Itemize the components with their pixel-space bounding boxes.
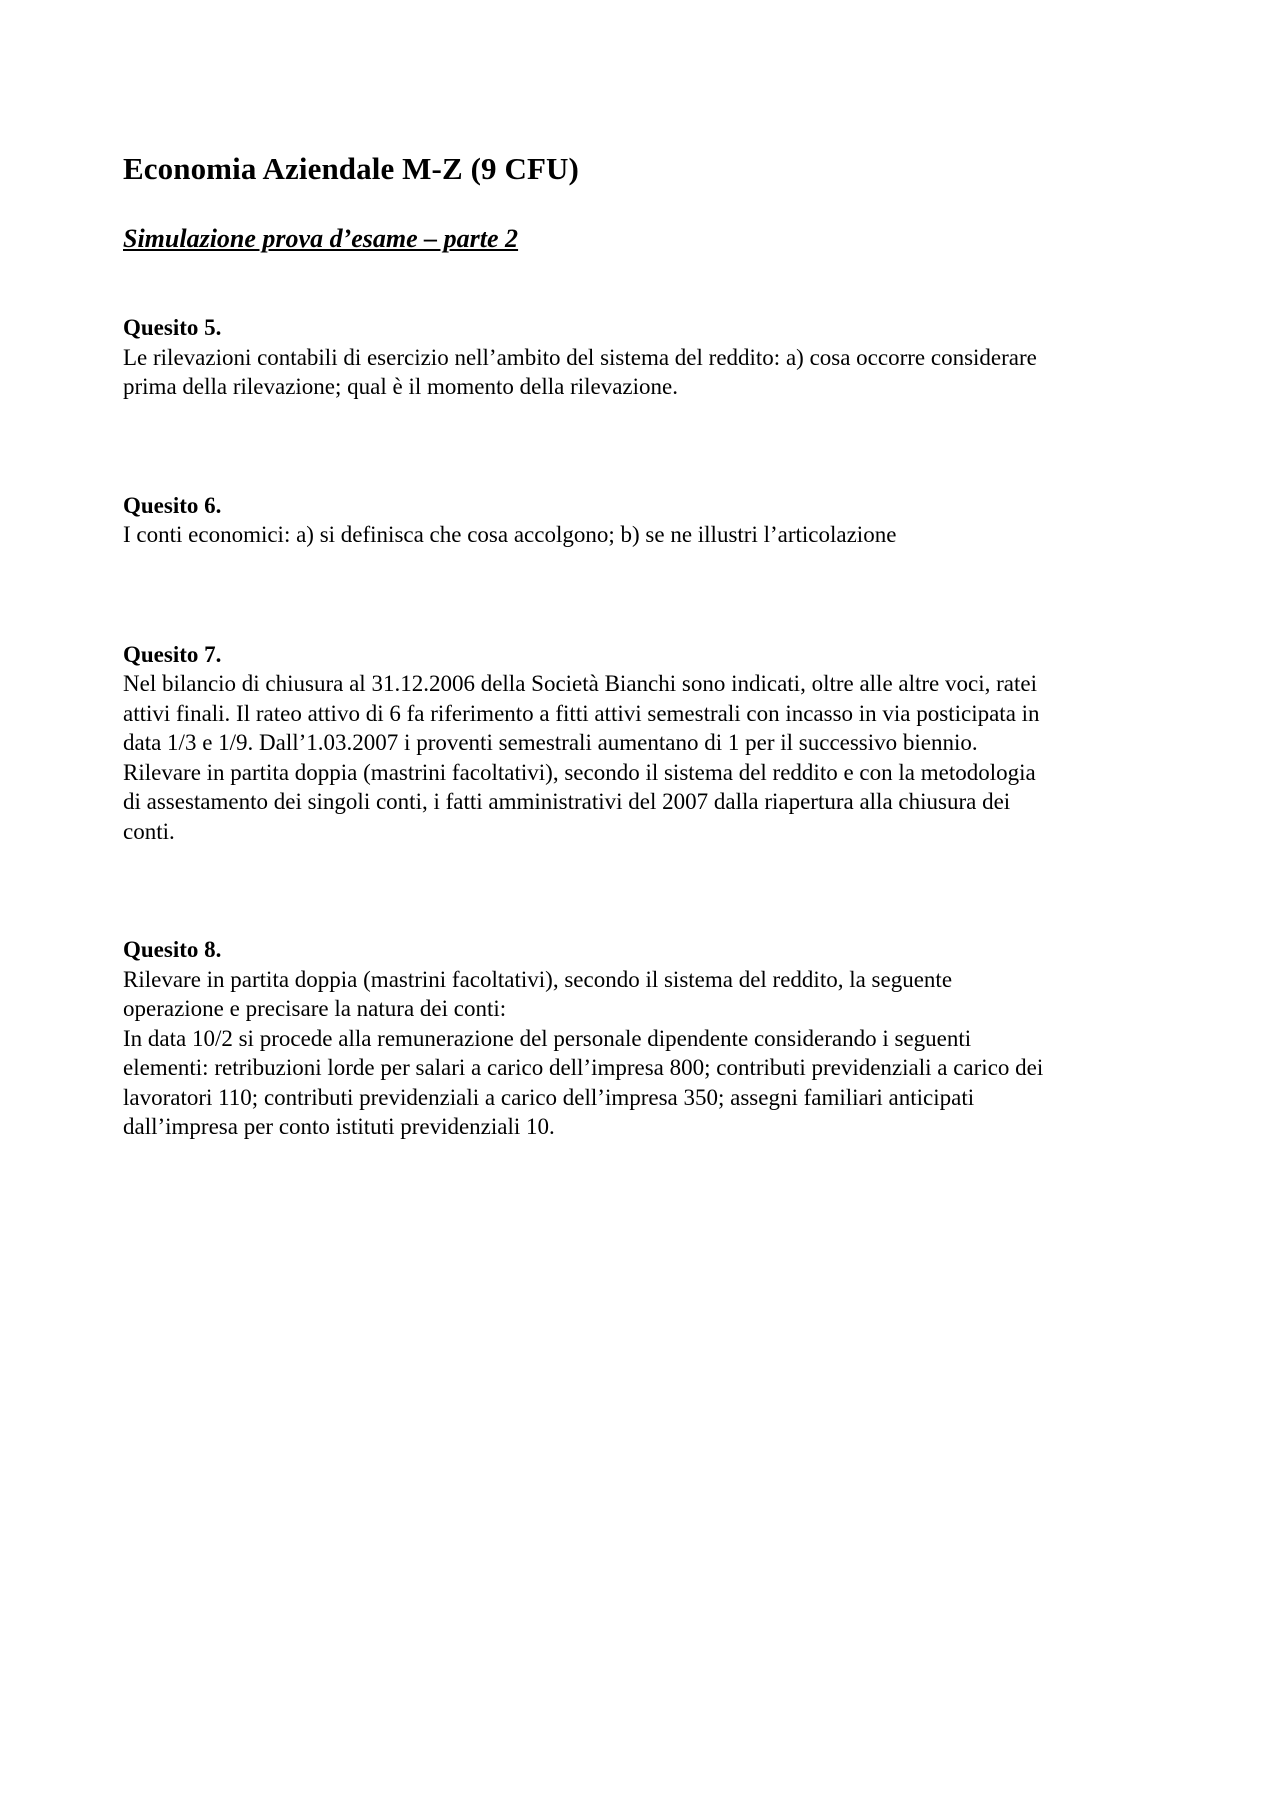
question-text-line: Le rilevazioni contabili di esercizio nell’ambito del sistema del reddito: a) cosa occorre considerare: [123, 344, 1037, 370]
question-text-line: data 1/3 e 1/9. Dall’1.03.2007 i proventi semestrali aumentano di 1 per il successivo biennio.: [123, 730, 978, 756]
question-text: [123, 965, 1183, 1142]
questions-list: [123, 313, 1183, 1142]
question-text-line: di assestamento dei singoli conti, i fatti amministrativi del 2007 dalla riapertura alla chiusura dei: [123, 789, 1011, 815]
question-text-line: conti.: [123, 818, 175, 844]
question-heading: Quesito 5.: [123, 315, 222, 341]
question-heading: Quesito 7.: [123, 641, 222, 667]
question-text-line: attivi finali. Il rateo attivo di 6 fa riferimento a fitti attivi semestrali con incasso in via posticipata in: [123, 700, 1040, 726]
question-heading: Quesito 6.: [123, 492, 222, 518]
question-text: [123, 669, 1183, 846]
question-heading: Quesito 8.: [123, 937, 222, 963]
question-text-line: operazione e precisare la natura dei conti:: [123, 996, 507, 1022]
question-text-line: I conti economici: a) si definisca che cosa accolgono; b) se ne illustri l’articolazione: [123, 522, 897, 548]
question-6: [123, 491, 1183, 550]
question-text-line: Rilevare in partita doppia (mastrini facoltativi), secondo il sistema del reddito, la seguente: [123, 966, 953, 992]
question-text-line: dall’impresa per conto istituti previdenziali 10.: [123, 1114, 555, 1140]
question-5: [123, 313, 1183, 402]
question-text-line: prima della rilevazione; qual è il momento della rilevazione.: [123, 374, 678, 400]
question-7: [123, 640, 1183, 847]
question-text-line: In data 10/2 si procede alla remunerazione del personale dipendente considerando i seguenti: [123, 1025, 972, 1051]
question-text: [123, 520, 1183, 550]
question-text-line: lavoratori 110; contributi previdenziali a carico dell’impresa 350; assegni familiari anticipati: [123, 1084, 975, 1110]
question-text-line: Rilevare in partita doppia (mastrini facoltativi), secondo il sistema del reddito e con la metodologia: [123, 759, 1036, 785]
question-text-line: Nel bilancio di chiusura al 31.12.2006 della Società Bianchi sono indicati, oltre alle altre voci, ratei: [123, 671, 1037, 697]
document-content: [123, 150, 1183, 1142]
document-subtitle: Simulazione prova d’esame – parte 2: [123, 224, 519, 254]
question-8: [123, 935, 1183, 1142]
question-text: [123, 343, 1183, 402]
document-title: Economia Aziendale M-Z (9 CFU): [123, 151, 579, 186]
question-text-line: elementi: retribuzioni lorde per salari a carico dell’impresa 800; contributi previdenziali a carico dei: [123, 1055, 1044, 1081]
